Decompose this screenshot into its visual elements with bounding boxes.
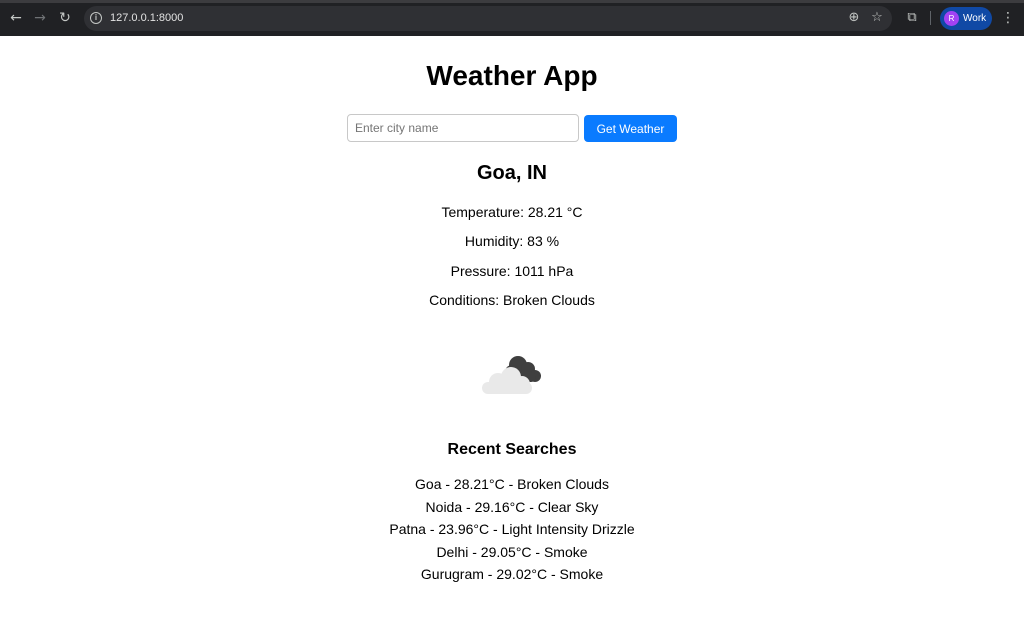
address-bar[interactable] [84,6,892,31]
list-item: Goa - 28.21°C - Broken Clouds [415,476,609,492]
list-item: Noida - 29.16°C - Clear Sky [425,498,599,515]
browser-toolbar [0,0,1024,36]
site-info-icon[interactable]: i [90,12,102,24]
city-input[interactable] [347,114,579,142]
recent-searches-title: Recent Searches [447,441,577,458]
humidity-text: Humidity: 83 % [464,233,560,249]
location-heading: Goa, IN [476,162,547,184]
more-menu-icon[interactable]: ⋮ [1001,10,1015,26]
url-text[interactable]: 127.0.0.1:8000 [110,12,184,24]
back-icon[interactable]: ← [10,10,22,26]
zoom-icon[interactable]: ⊕ [848,10,860,25]
reload-icon[interactable]: ↻ [59,10,71,26]
conditions-text: Conditions: Broken Clouds [429,292,595,308]
profile-label[interactable]: Work [963,13,987,24]
pressure-text: Pressure: 1011 hPa [450,263,574,279]
page-title: Weather App [426,60,598,91]
recent-searches-list [0,475,1024,588]
list-item: Gurugram - 29.02°C - Smoke [420,566,604,583]
forward-icon[interactable]: → [34,10,46,26]
temperature-text: Temperature: 28.21 °C [441,204,583,220]
weather-page [0,36,1024,617]
list-item: Delhi - 29.05°C - Smoke [436,543,588,560]
bookmark-star-icon[interactable]: ☆ [871,10,883,25]
toolbar-separator [930,11,931,25]
get-weather-button[interactable]: Get Weather [584,115,677,142]
extensions-icon[interactable]: ⧉ [907,10,917,25]
broken-clouds-icon [478,348,548,398]
tab-strip-edge [0,0,1024,3]
list-item: Patna - 23.96°C - Light Intensity Drizzle [389,521,635,538]
avatar[interactable]: R [944,11,959,26]
